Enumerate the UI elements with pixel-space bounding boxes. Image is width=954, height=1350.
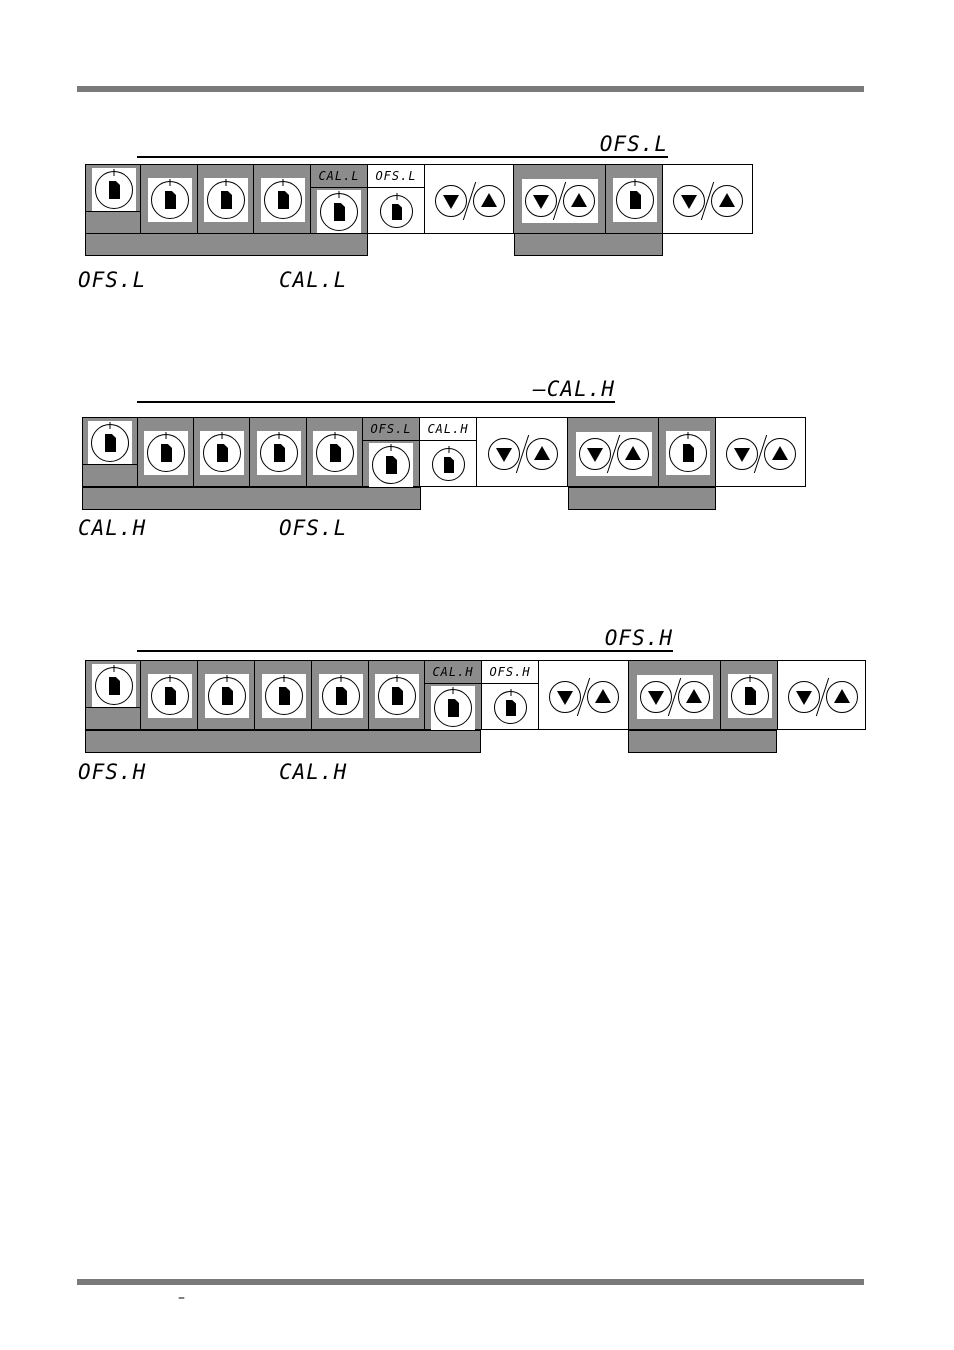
arrow-cell	[538, 660, 629, 730]
down-button[interactable]	[726, 438, 758, 470]
document-key-icon	[109, 677, 120, 695]
key-button[interactable]	[434, 689, 472, 727]
key-cell	[311, 660, 369, 730]
down-button[interactable]	[549, 681, 581, 713]
key-button[interactable]	[320, 193, 358, 231]
key-button[interactable]	[669, 434, 707, 472]
up-button[interactable]	[826, 681, 858, 713]
key-button[interactable]	[372, 446, 410, 484]
down-arrow-icon	[533, 195, 549, 209]
down-up-buttons	[435, 181, 505, 221]
document-key-icon	[330, 444, 341, 462]
down-button[interactable]	[488, 438, 520, 470]
document-key-icon	[448, 699, 459, 717]
down-arrow-icon	[681, 195, 697, 209]
key-button[interactable]	[264, 181, 302, 219]
key-button[interactable]	[91, 424, 129, 462]
key-cell	[658, 417, 716, 487]
key-button[interactable]	[731, 677, 769, 715]
document-key-icon	[334, 203, 345, 221]
key-cell	[720, 660, 778, 730]
document-key-icon	[444, 457, 454, 473]
down-up-buttons	[525, 181, 595, 221]
key-cell	[82, 417, 138, 487]
key-button[interactable]	[432, 448, 465, 481]
arrow-cell	[777, 660, 866, 730]
key-button[interactable]	[322, 677, 360, 715]
key-button[interactable]	[95, 667, 133, 705]
key-button[interactable]	[380, 195, 413, 228]
up-button[interactable]	[473, 185, 505, 217]
down-button[interactable]	[525, 185, 557, 217]
section-3-title-code: OFS.H	[604, 626, 673, 650]
down-button[interactable]	[788, 681, 820, 713]
document-key-icon	[630, 191, 641, 209]
key-button[interactable]	[208, 677, 246, 715]
down-up-buttons	[640, 677, 710, 717]
arrow-cell	[513, 164, 606, 234]
key-cell-labelled	[424, 660, 482, 730]
key-button[interactable]	[260, 434, 298, 472]
top-rule	[77, 86, 864, 92]
up-button[interactable]	[587, 681, 619, 713]
section-3-note-left: OFS.H	[78, 760, 147, 784]
key-cell	[253, 164, 311, 234]
down-button[interactable]	[579, 438, 611, 470]
down-up-buttons	[549, 677, 619, 717]
section-3-bar-right	[628, 730, 777, 753]
down-up-buttons	[726, 434, 796, 474]
key-cell	[85, 660, 141, 730]
key-cell-labelled	[481, 660, 539, 730]
document-key-icon	[745, 687, 756, 705]
down-arrow-icon	[496, 448, 512, 462]
down-arrow-icon	[648, 691, 664, 705]
key-button[interactable]	[203, 434, 241, 472]
bottom-rule	[77, 1279, 864, 1285]
display-label: CAL.H	[427, 422, 469, 436]
up-arrow-icon	[571, 193, 587, 207]
arrow-cell	[567, 417, 659, 487]
down-arrow-icon	[557, 691, 573, 705]
key-button[interactable]	[316, 434, 354, 472]
display-label: OFS.L	[370, 422, 412, 436]
key-cell-labelled	[419, 417, 477, 487]
document-key-icon	[109, 181, 120, 199]
key-button[interactable]	[494, 691, 527, 724]
up-button[interactable]	[711, 185, 743, 217]
down-up-buttons	[488, 434, 558, 474]
up-arrow-icon	[625, 446, 641, 460]
down-button[interactable]	[435, 185, 467, 217]
key-cell	[249, 417, 307, 487]
key-button[interactable]	[207, 181, 245, 219]
up-arrow-icon	[595, 689, 611, 703]
section-3-note-right: CAL.H	[279, 760, 348, 784]
section-1-note-right: CAL.L	[279, 268, 348, 292]
key-button[interactable]	[147, 434, 185, 472]
key-button[interactable]	[265, 677, 303, 715]
down-button[interactable]	[673, 185, 705, 217]
document-key-icon	[336, 687, 347, 705]
document-key-icon	[506, 700, 516, 716]
key-cell	[197, 164, 254, 234]
display-label: OFS.L	[375, 169, 417, 183]
document-key-icon	[221, 191, 232, 209]
down-up-buttons	[579, 434, 649, 474]
document-key-icon	[222, 687, 233, 705]
document-key-icon	[392, 204, 402, 220]
document-key-icon	[217, 444, 228, 462]
up-arrow-icon	[834, 689, 850, 703]
key-cell	[140, 660, 198, 730]
footer-dash: –	[178, 1290, 185, 1306]
up-button[interactable]	[617, 438, 649, 470]
document-key-icon	[278, 191, 289, 209]
up-arrow-icon	[481, 193, 497, 207]
key-button[interactable]	[378, 677, 416, 715]
key-cell	[368, 660, 425, 730]
down-up-buttons	[673, 181, 743, 221]
down-arrow-icon	[587, 448, 603, 462]
key-cell	[193, 417, 250, 487]
document-key-icon	[683, 444, 694, 462]
section-2-title-code: –CAL.H	[533, 377, 615, 401]
down-button[interactable]	[640, 681, 672, 713]
down-arrow-icon	[796, 691, 812, 705]
up-arrow-icon	[534, 446, 550, 460]
key-cell	[85, 164, 141, 234]
up-button[interactable]	[678, 681, 710, 713]
key-cell	[197, 660, 255, 730]
section-2-bar-left	[82, 487, 421, 510]
up-arrow-icon	[772, 446, 788, 460]
document-key-icon	[161, 444, 172, 462]
key-cell	[605, 164, 663, 234]
key-button[interactable]	[151, 181, 189, 219]
arrow-cell	[715, 417, 806, 487]
section-3-bar-left	[85, 730, 481, 753]
document-key-icon	[165, 191, 176, 209]
document-key-icon	[279, 687, 290, 705]
key-button[interactable]	[616, 181, 654, 219]
up-button[interactable]	[563, 185, 595, 217]
key-cell	[140, 164, 198, 234]
section-2-note-right: OFS.L	[279, 516, 348, 540]
display-label: CAL.L	[318, 169, 360, 183]
section-2-title	[137, 375, 615, 403]
section-1-note-left: OFS.L	[78, 268, 147, 292]
key-cell-labelled	[362, 417, 420, 487]
display-label: OFS.H	[489, 665, 531, 679]
document-key-icon	[274, 444, 285, 462]
down-arrow-icon	[734, 448, 750, 462]
arrow-cell	[476, 417, 568, 487]
down-up-buttons	[788, 677, 858, 717]
up-arrow-icon	[719, 193, 735, 207]
document-key-icon	[105, 434, 116, 452]
section-1-title-code: OFS.L	[599, 132, 668, 156]
arrow-cell	[662, 164, 753, 234]
section-1-bar-left	[85, 233, 368, 256]
section-1-bar-right	[514, 233, 663, 256]
document-key-icon	[392, 687, 403, 705]
key-cell	[137, 417, 194, 487]
arrow-cell	[628, 660, 721, 730]
key-cell-labelled	[367, 164, 425, 234]
key-button[interactable]	[151, 677, 189, 715]
section-2-note-left: CAL.H	[78, 516, 147, 540]
section-1-title	[137, 130, 668, 158]
display-label: CAL.H	[432, 665, 474, 679]
up-arrow-icon	[686, 689, 702, 703]
section-2-bar-right	[568, 487, 716, 510]
key-cell-labelled	[310, 164, 368, 234]
key-button[interactable]	[95, 171, 133, 209]
document-key-icon	[165, 687, 176, 705]
up-button[interactable]	[764, 438, 796, 470]
key-cell	[306, 417, 363, 487]
arrow-cell	[424, 164, 514, 234]
up-button[interactable]	[526, 438, 558, 470]
key-cell	[254, 660, 312, 730]
document-key-icon	[386, 456, 397, 474]
section-3-title	[137, 624, 673, 652]
down-arrow-icon	[443, 195, 459, 209]
